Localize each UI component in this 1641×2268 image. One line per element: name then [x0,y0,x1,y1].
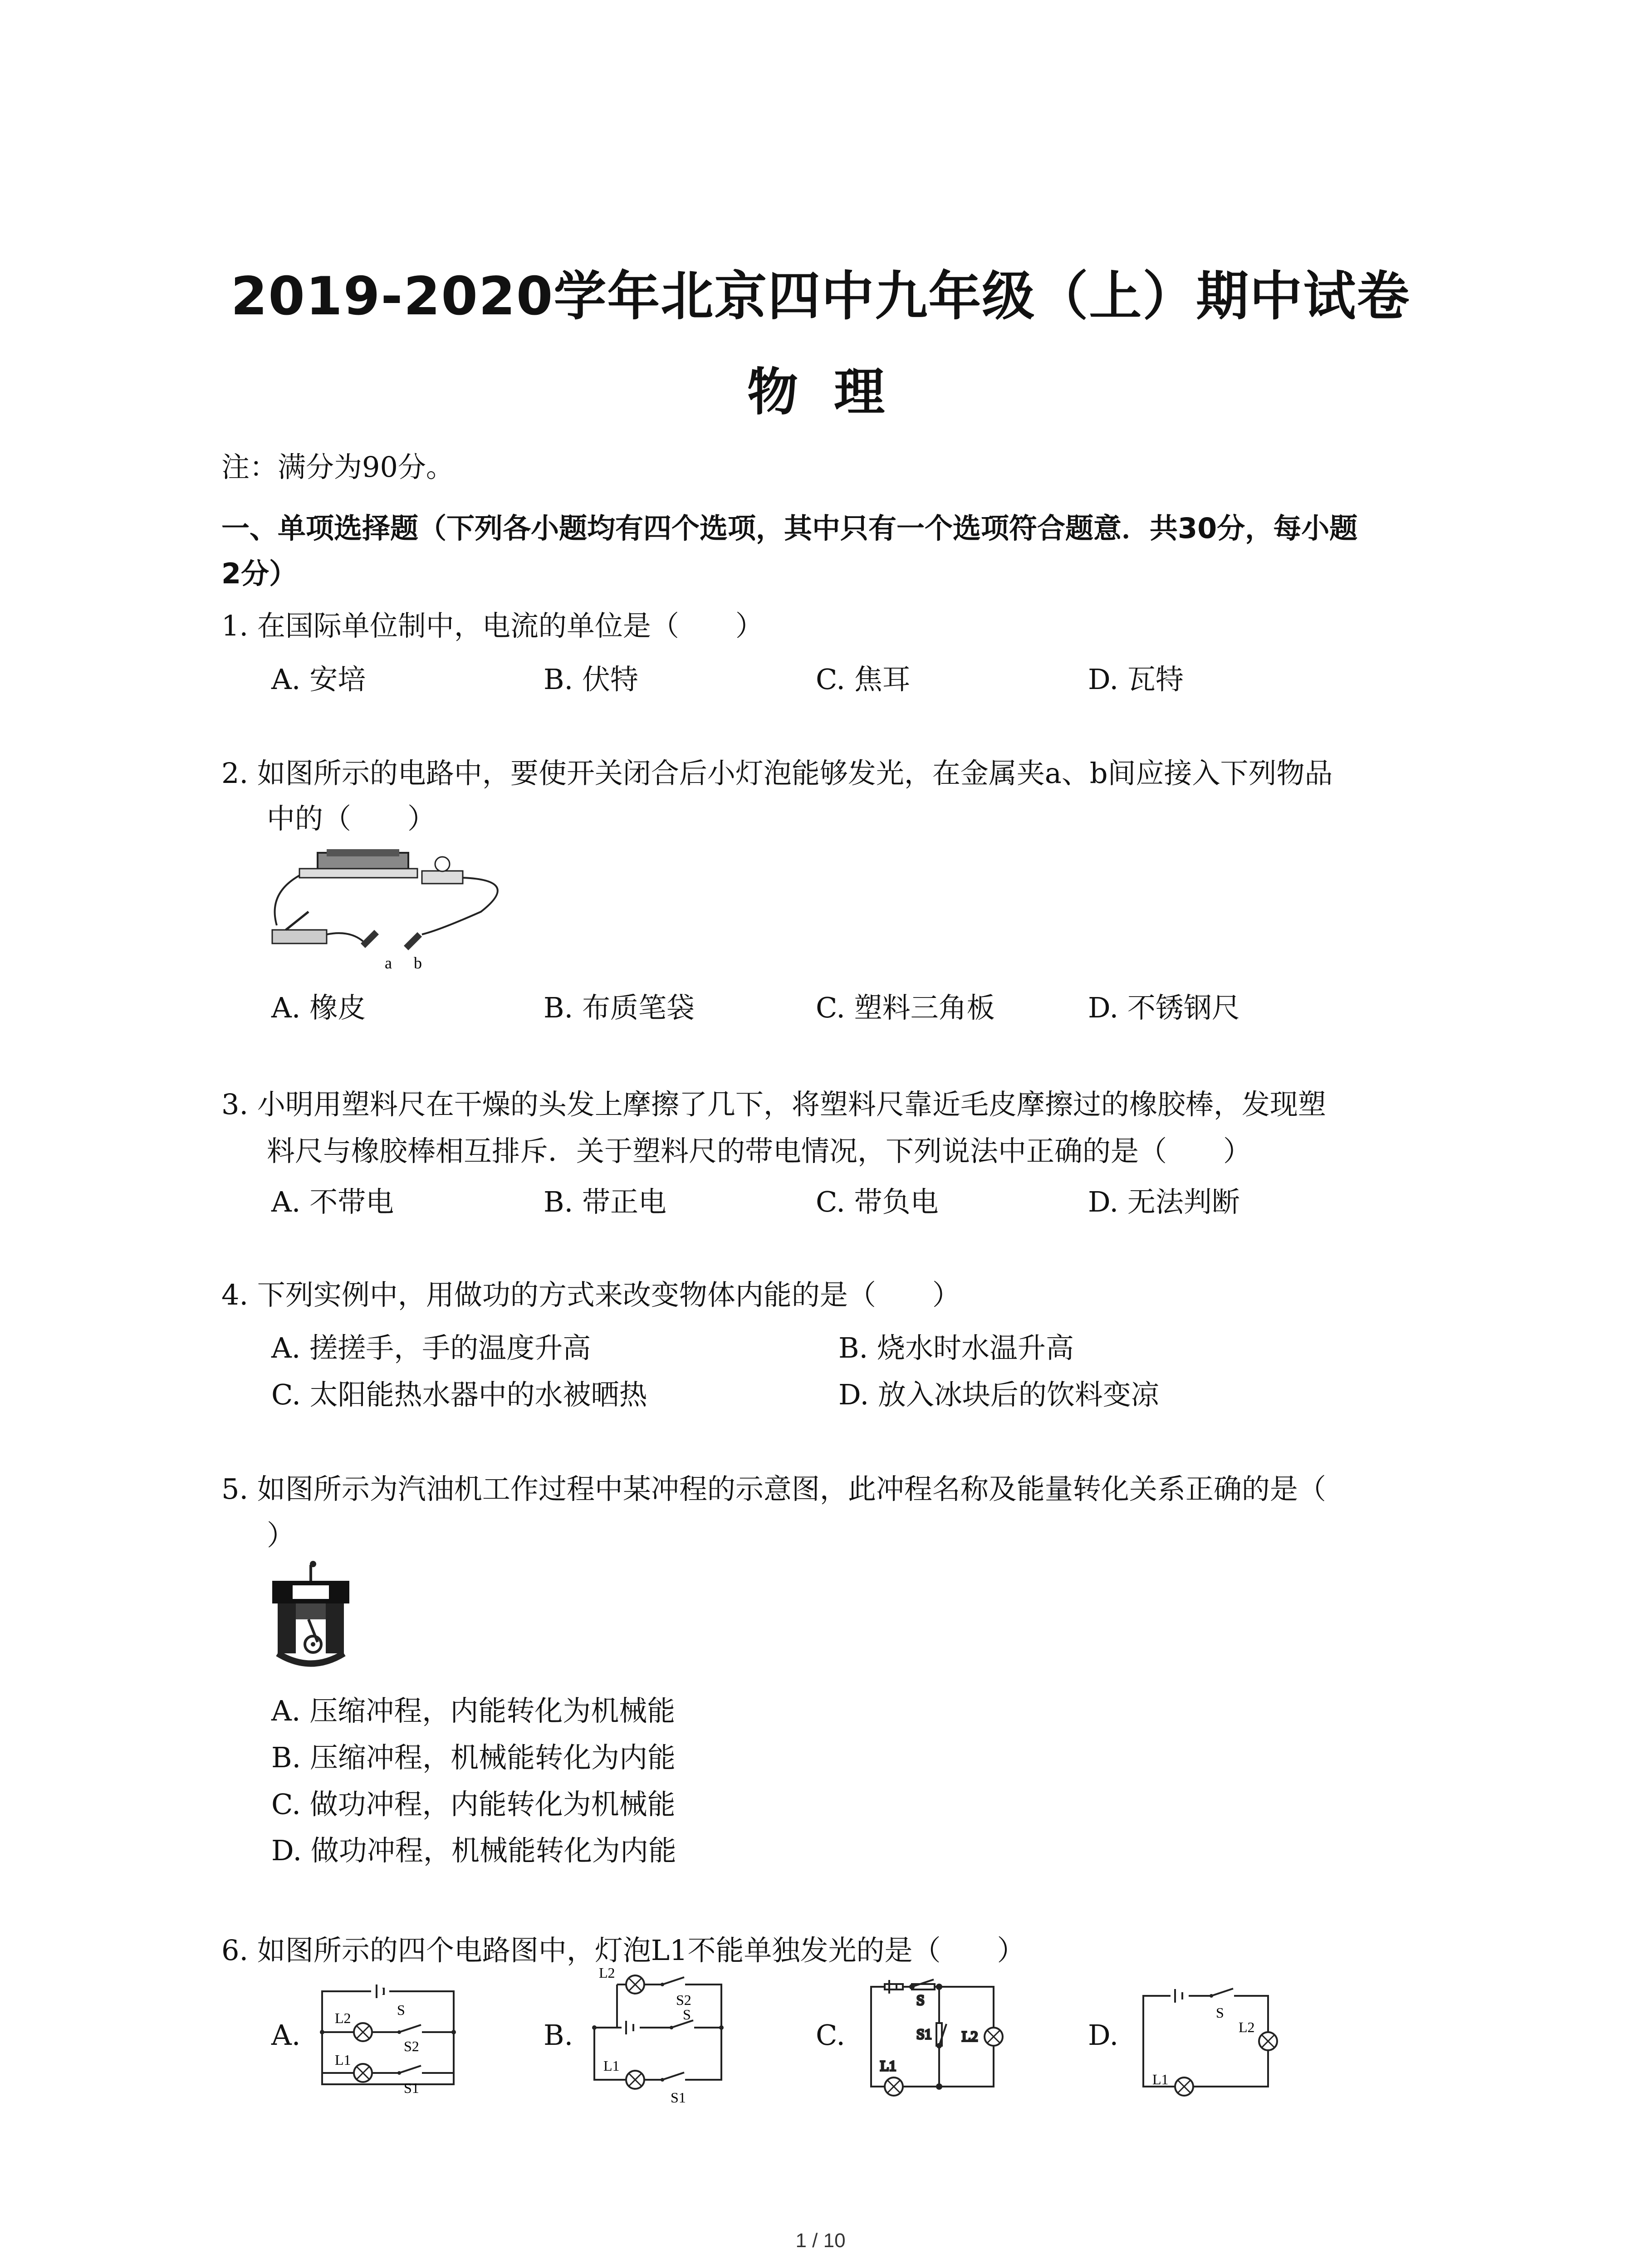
question-4-stem: 4. 下列实例中，用做功的方式来改变物体内能的是（ ） [221,1278,960,1311]
section-heading: 一、单项选择题（下列各小题均有四个选项，其中只有一个选项符合题意．共30分，每小题 [221,512,1358,545]
q1-option-c: C. 焦耳 [816,663,911,696]
q6-circuit-b [590,1965,735,2132]
qd-l2: L2 [1239,2019,1255,2035]
q4-option-b: B. 烧水时水温升高 [838,1331,1074,1364]
q4-option-a: A. 搓搓手，手的温度升高 [271,1331,591,1364]
q4-option-c: C. 太阳能热水器中的水被晒热 [271,1378,647,1411]
q5-engine-figure [268,1560,358,1665]
q4-option-d: D. 放入冰块后的饮料变凉 [838,1378,1159,1411]
page-title: 2019-2020学年北京四中九年级（上）期中试卷 [230,266,1411,327]
q5-option-c: C. 做功冲程，内能转化为机械能 [271,1788,676,1821]
q2-label-b: b [414,954,422,972]
score-note: 注：满分为90分。 [221,450,454,484]
qb-s1: S1 [671,2089,686,2106]
q2-option-a: A. 橡皮 [271,991,366,1024]
qa-l2: L2 [335,2010,351,2026]
qb-l1: L1 [603,2058,620,2074]
section-heading-cont: 2分） [221,557,298,590]
q1-option-b: B. 伏特 [544,663,638,696]
question-6-stem: 6. 如图所示的四个电路图中，灯泡L1不能单独发光的是（ ） [221,1934,1025,1967]
qb-l2: L2 [599,1965,615,1981]
question-1-stem: 1. 在国际单位制中，电流的单位是（ ） [221,609,764,642]
qc-s: S [916,1992,925,2008]
subject-title: 物 理 [747,363,894,422]
qc-s1: S1 [916,2026,932,2042]
q6-circuit-c [862,1978,1007,2127]
question-5-stem: 5. 如图所示为汽油机工作过程中某冲程的示意图，此冲程名称及能量转化关系正确的是（ [221,1472,1326,1505]
qd-s: S [1216,2004,1224,2021]
q2-option-b: B. 布质笔袋 [544,991,695,1024]
question-5-stem-cont: ） [267,1519,295,1552]
q5-option-d: D. 做功冲程，机械能转化为内能 [271,1834,676,1867]
qa-s1: S1 [404,2080,419,2096]
page-number: 1 / 10 [795,2229,846,2252]
question-2-stem-cont: 中的（ ） [267,802,436,835]
q5-option-a: A. 压缩冲程，内能转化为机械能 [271,1694,676,1727]
q6-circuit-d [1134,1987,1279,2123]
q2-option-d: D. 不锈钢尺 [1088,991,1240,1024]
q6-circuit-a [318,1982,463,2127]
qc-l1: L1 [880,2058,896,2074]
q6-option-b: B. [544,2019,573,2052]
qb-s: S [683,2006,691,2023]
qa-s2: S2 [404,2038,419,2054]
qc-l2: L2 [962,2028,978,2044]
q2-option-c: C. 塑料三角板 [816,991,995,1024]
qa-s: S [397,2002,405,2018]
q3-option-b: B. 带正电 [544,1185,666,1218]
q6-option-d: D. [1088,2019,1119,2052]
q2-circuit-figure [268,844,522,980]
qa-l1: L1 [335,2052,351,2068]
q2-label-a: a [385,954,392,972]
question-3-stem-cont: 料尺与橡胶棒相互排斥．关于塑料尺的带电情况，下列说法中正确的是（ ） [267,1134,1252,1168]
qb-s2: S2 [676,1992,691,2008]
question-3-stem: 3. 小明用塑料尺在干燥的头发上摩擦了几下，将塑料尺靠近毛皮摩擦过的橡胶棒，发现塑 [221,1088,1326,1121]
q3-option-a: A. 不带电 [271,1185,394,1218]
q1-option-d: D. 瓦特 [1088,663,1184,696]
q6-option-c: C. [816,2019,845,2052]
q3-option-d: D. 无法判断 [1088,1185,1240,1218]
question-2-stem: 2. 如图所示的电路中，要使开关闭合后小灯泡能够发光，在金属夹a、b间应接入下列物品 [221,757,1333,790]
q5-option-b: B. 压缩冲程，机械能转化为内能 [271,1741,676,1774]
q3-option-c: C. 带负电 [816,1185,939,1218]
qd-l1: L1 [1152,2071,1169,2087]
q6-option-a: A. [271,2019,301,2052]
q1-option-a: A. 安培 [271,663,366,696]
